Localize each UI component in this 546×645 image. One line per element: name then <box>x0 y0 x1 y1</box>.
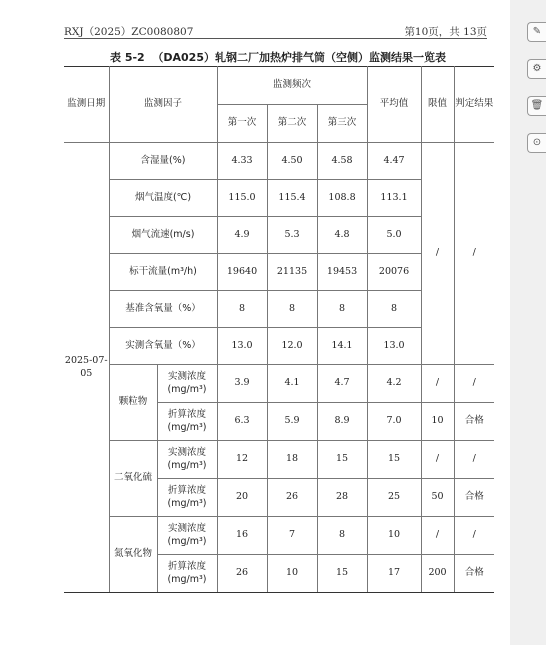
value-second: 12.0 <box>267 328 317 365</box>
factor-name: 标干流量(m³/h) <box>109 254 217 291</box>
value-average: 4.2 <box>367 365 421 403</box>
header-factor: 监测因子 <box>109 67 217 143</box>
header-verdict: 判定结果 <box>454 67 494 143</box>
value-first: 4.9 <box>217 217 267 254</box>
value-average: 25 <box>367 479 421 517</box>
value-first: 20 <box>217 479 267 517</box>
table-title: （DA025）轧钢二厂加热炉排气筒（空侧）监测结果一览表 <box>152 51 446 64</box>
settings-tool-icon[interactable]: ⚙ <box>527 59 546 79</box>
value-second: 26 <box>267 479 317 517</box>
factor-name: 实测含氧量（%） <box>109 328 217 365</box>
zoom-tool-icon[interactable]: ⊙ <box>527 133 546 153</box>
factor-name: 含湿量(%) <box>109 143 217 180</box>
value-second: 115.4 <box>267 180 317 217</box>
value-third: 4.58 <box>317 143 367 180</box>
concentration-type: 实测浓度(mg/m³) <box>157 441 217 479</box>
concentration-type: 实测浓度(mg/m³) <box>157 365 217 403</box>
value-first: 6.3 <box>217 403 267 441</box>
limit-value: / <box>421 517 454 555</box>
table-row <box>64 517 494 555</box>
header-frequency: 监测频次 <box>217 67 367 105</box>
verdict-value: / <box>454 143 494 365</box>
value-first: 8 <box>217 291 267 328</box>
value-first: 3.9 <box>217 365 267 403</box>
value-average: 8 <box>367 291 421 328</box>
table-row <box>64 143 494 180</box>
limit-value: / <box>421 143 454 365</box>
value-first: 12 <box>217 441 267 479</box>
verdict-value: / <box>454 365 494 403</box>
value-third: 19453 <box>317 254 367 291</box>
value-average: 17 <box>367 555 421 593</box>
value-first: 19640 <box>217 254 267 291</box>
verdict-value: 合格 <box>454 403 494 441</box>
page-header <box>64 24 487 39</box>
pollutant-name: 颗粒物 <box>109 365 157 441</box>
factor-name: 烟气温度(℃) <box>109 180 217 217</box>
value-second: 5.9 <box>267 403 317 441</box>
value-third: 4.8 <box>317 217 367 254</box>
value-third: 14.1 <box>317 328 367 365</box>
limit-value: / <box>421 365 454 403</box>
value-first: 4.33 <box>217 143 267 180</box>
header-second: 第二次 <box>267 105 317 143</box>
value-second: 10 <box>267 555 317 593</box>
header-row <box>64 67 494 105</box>
table-number: 表 5-2 <box>110 51 145 64</box>
limit-value: 200 <box>421 555 454 593</box>
concentration-type: 折算浓度(mg/m³) <box>157 555 217 593</box>
value-average: 13.0 <box>367 328 421 365</box>
verdict-value: / <box>454 441 494 479</box>
value-first: 115.0 <box>217 180 267 217</box>
header-third: 第三次 <box>317 105 367 143</box>
monitoring-date: 2025-07-05 <box>64 143 109 593</box>
value-third: 8.9 <box>317 403 367 441</box>
concentration-type: 折算浓度(mg/m³) <box>157 403 217 441</box>
draw-tool-icon[interactable]: ✎ <box>527 22 546 42</box>
value-second: 5.3 <box>267 217 317 254</box>
value-second: 4.1 <box>267 365 317 403</box>
value-average: 5.0 <box>367 217 421 254</box>
page-number: 第10页，共 13页 <box>404 26 487 38</box>
value-third: 15 <box>317 555 367 593</box>
value-third: 28 <box>317 479 367 517</box>
value-average: 113.1 <box>367 180 421 217</box>
header-limit: 限值 <box>421 67 454 143</box>
limit-value: 10 <box>421 403 454 441</box>
header-date: 监测日期 <box>64 67 109 143</box>
factor-name: 基准含氧量（%） <box>109 291 217 328</box>
monitoring-results-table <box>64 66 494 593</box>
verdict-value: / <box>454 517 494 555</box>
value-third: 8 <box>317 291 367 328</box>
pollutant-name: 二氧化硫 <box>109 441 157 517</box>
value-average: 4.47 <box>367 143 421 180</box>
value-third: 108.8 <box>317 180 367 217</box>
table-caption <box>110 49 446 65</box>
delete-tool-icon[interactable]: 🗑 <box>527 96 546 116</box>
value-first: 13.0 <box>217 328 267 365</box>
pollutant-name: 氮氧化物 <box>109 517 157 593</box>
value-second: 4.50 <box>267 143 317 180</box>
value-average: 7.0 <box>367 403 421 441</box>
factor-name: 烟气流速(m/s) <box>109 217 217 254</box>
table-row <box>64 365 494 403</box>
side-toolbar <box>527 22 546 170</box>
value-first: 16 <box>217 517 267 555</box>
verdict-value: 合格 <box>454 479 494 517</box>
value-third: 8 <box>317 517 367 555</box>
concentration-type: 折算浓度(mg/m³) <box>157 479 217 517</box>
concentration-type: 实测浓度(mg/m³) <box>157 517 217 555</box>
value-second: 21135 <box>267 254 317 291</box>
value-second: 7 <box>267 517 317 555</box>
verdict-value: 合格 <box>454 555 494 593</box>
limit-value: 50 <box>421 479 454 517</box>
value-second: 18 <box>267 441 317 479</box>
value-average: 10 <box>367 517 421 555</box>
value-third: 15 <box>317 441 367 479</box>
value-third: 4.7 <box>317 365 367 403</box>
value-average: 20076 <box>367 254 421 291</box>
value-average: 15 <box>367 441 421 479</box>
value-second: 8 <box>267 291 317 328</box>
table-row <box>64 441 494 479</box>
limit-value: / <box>421 441 454 479</box>
header-average: 平均值 <box>367 67 421 143</box>
header-first: 第一次 <box>217 105 267 143</box>
document-number: RXJ（2025）ZC0080807 <box>64 26 194 38</box>
value-first: 26 <box>217 555 267 593</box>
